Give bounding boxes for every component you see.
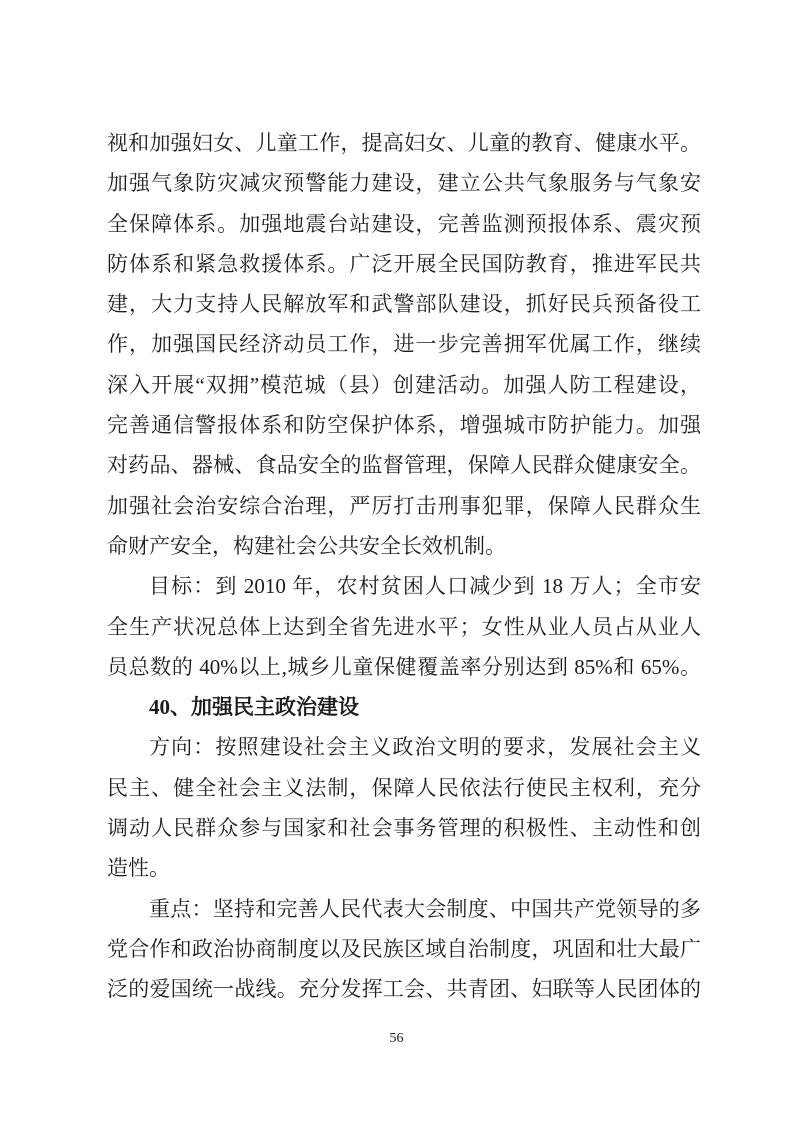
text-line: 泛的爱国统一战线。充分发挥工会、共青团、妇联等人民团体的 xyxy=(107,977,701,1002)
text-line: 重点：坚持和完善人民代表大会制度、中国共产党领导的多 xyxy=(149,896,701,921)
text-line: 加强社会治安综合治理，严厉打击刑事犯罪，保障人民群众生 xyxy=(107,493,701,518)
text-line: 方向：按照建设社会主义政治文明的要求，发展社会主义 xyxy=(149,735,701,760)
text-line: 40、加强民主政治建设 xyxy=(149,695,359,720)
text-line: 命财产安全，构建社会公共安全长效机制。 xyxy=(107,533,506,558)
document-body xyxy=(107,123,701,1010)
text-line: 加强气象防灾减灾预警能力建设，建立公共气象服务与气象安 xyxy=(107,171,701,196)
text-line: 全生产状况总体上达到全省先进水平；女性从业人员占从业人 xyxy=(107,614,701,639)
text-line: 目标：到 2010 年，农村贫困人口减少到 18 万人；全市安 xyxy=(149,574,701,599)
text-line: 视和加强妇女、儿童工作，提高妇女、儿童的教育、健康水平。 xyxy=(107,131,701,155)
text-line: 作，加强国民经济动员工作，进一步完善拥军优属工作，继续 xyxy=(107,332,701,357)
text-line: 建，大力支持人民解放军和武警部队建设，抓好民兵预备役工 xyxy=(107,292,701,317)
text-line: 对药品、器械、食品安全的监督管理，保障人民群众健康安全。 xyxy=(107,453,701,478)
text-line: 防体系和紧急救援体系。广泛开展全民国防教育，推进军民共 xyxy=(107,251,701,276)
text-line: 党合作和政治协商制度以及民族区域自治制度，巩固和壮大最广 xyxy=(107,936,701,961)
page-number: 56 xyxy=(389,1031,404,1046)
text-line: 造性。 xyxy=(107,856,170,881)
text-line: 调动人民群众参与国家和社会事务管理的积极性、主动性和创 xyxy=(107,816,701,841)
text-line: 民主、健全社会主义法制，保障人民依法行使民主权利，充分 xyxy=(107,775,701,800)
text-line: 全保障体系。加强地震台站建设，完善监测预报体系、震灾预 xyxy=(107,211,701,236)
text-line: 完善通信警报体系和防空保护体系，增强城市防护能力。加强 xyxy=(107,413,701,438)
text-line: 员总数的 40%以上,城乡儿童保健覆盖率分别达到 85%和 65%。 xyxy=(107,654,701,679)
text-line: 深入开展“双拥”模范城（县）创建活动。加强人防工程建设， xyxy=(107,372,701,397)
